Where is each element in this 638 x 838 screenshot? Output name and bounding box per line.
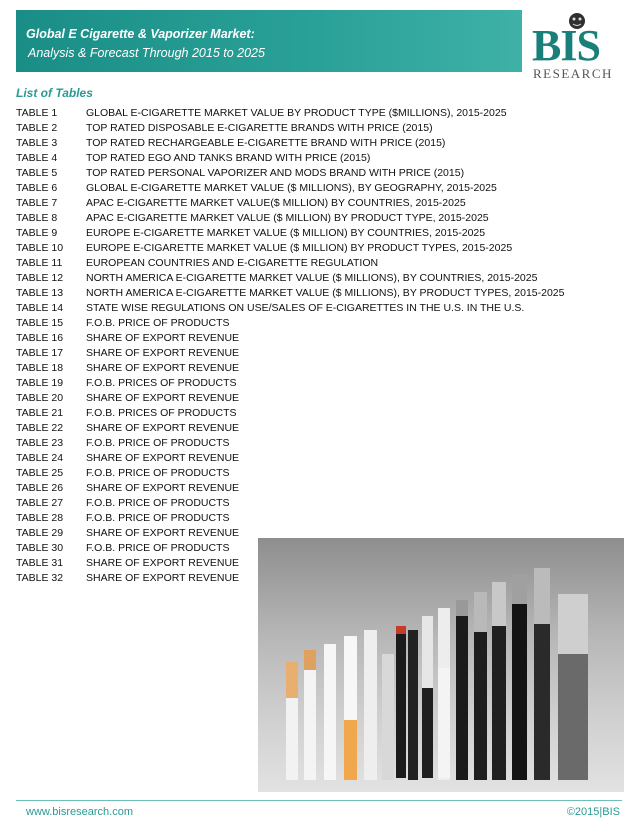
table-row: [16, 406, 616, 421]
table-number: TABLE 4: [16, 152, 58, 164]
table-row: [16, 421, 616, 436]
table-title: GLOBAL E-CIGARETTE MARKET VALUE ($ MILLIONS), BY GEOGRAPHY, 2015-2025: [86, 182, 497, 194]
table-title: F.O.B. PRICE OF PRODUCTS: [86, 542, 230, 554]
table-row: [16, 256, 616, 271]
logo-subtext: RESEARCH: [533, 66, 613, 81]
table-title: EUROPE E-CIGARETTE MARKET VALUE ($ MILLION) BY COUNTRIES, 2015-2025: [86, 227, 486, 239]
table-title: SHARE OF EXPORT REVENUE: [86, 557, 240, 569]
e-cigarette-photo: [258, 538, 624, 792]
table-number: TABLE 13: [16, 287, 64, 299]
table-number: TABLE 21: [16, 407, 64, 419]
table-row: [16, 136, 616, 151]
table-title: SHARE OF EXPORT REVENUE: [86, 482, 240, 494]
table-title: SHARE OF EXPORT REVENUE: [86, 347, 240, 359]
table-row: [16, 241, 616, 256]
table-number: TABLE 23: [16, 437, 64, 449]
table-title: SHARE OF EXPORT REVENUE: [86, 422, 240, 434]
table-number: TABLE 12: [16, 272, 64, 284]
table-row: [16, 121, 616, 136]
table-number: TABLE 31: [16, 557, 64, 569]
table-title: F.O.B. PRICES OF PRODUCTS: [86, 377, 237, 389]
table-number: TABLE 28: [16, 512, 64, 524]
table-title: EUROPE E-CIGARETTE MARKET VALUE ($ MILLION) BY PRODUCT TYPES, 2015-2025: [86, 242, 513, 254]
table-number: TABLE 9: [16, 227, 58, 239]
table-row: [16, 181, 616, 196]
table-number: TABLE 1: [16, 107, 58, 119]
table-title: F.O.B. PRICE OF PRODUCTS: [86, 317, 230, 329]
table-number: TABLE 11: [16, 257, 63, 269]
table-title: SHARE OF EXPORT REVENUE: [86, 527, 240, 539]
report-subtitle: Analysis & Forecast Through 2015 to 2025: [28, 46, 265, 60]
table-number: TABLE 16: [16, 332, 64, 344]
table-row: [16, 436, 616, 451]
table-row: [16, 496, 616, 511]
table-number: TABLE 7: [16, 197, 58, 209]
logo-wordmark: BIS: [532, 21, 600, 70]
table-title: TOP RATED EGO AND TANKS BRAND WITH PRICE (2015): [86, 152, 371, 164]
footer-copyright: ©2015|BIS: [566, 806, 620, 818]
table-number: TABLE 30: [16, 542, 64, 554]
table-row: [16, 361, 616, 376]
table-row: [16, 331, 616, 346]
report-title: Global E Cigarette & Vaporizer Market:: [26, 27, 255, 41]
table-title: F.O.B. PRICE OF PRODUCTS: [86, 437, 230, 449]
table-row: [16, 466, 616, 481]
table-row: [16, 301, 616, 316]
table-number: TABLE 24: [16, 452, 64, 464]
tables-list: [16, 106, 616, 586]
table-row: [16, 451, 616, 466]
table-number: TABLE 14: [16, 302, 64, 314]
table-number: TABLE 25: [16, 467, 64, 479]
table-row: [16, 106, 616, 121]
footer-website: www.bisresearch.com: [26, 806, 133, 818]
bis-research-logo: [524, 10, 624, 82]
table-number: TABLE 3: [16, 137, 58, 149]
table-number: TABLE 20: [16, 392, 64, 404]
table-title: SHARE OF EXPORT REVENUE: [86, 362, 240, 374]
list-of-tables-heading: List of Tables: [16, 86, 93, 100]
table-title: F.O.B. PRICE OF PRODUCTS: [86, 512, 230, 524]
table-row: [16, 271, 616, 286]
table-row: [16, 376, 616, 391]
table-number: TABLE 19: [16, 377, 64, 389]
table-number: TABLE 8: [16, 212, 58, 224]
table-title: APAC E-CIGARETTE MARKET VALUE($ MILLION) BY COUNTRIES, 2015-2025: [86, 197, 466, 209]
table-title: TOP RATED RECHARGEABLE E-CIGARETTE BRAND WITH PRICE (2015): [86, 137, 446, 149]
table-row: [16, 286, 616, 301]
table-row: [16, 346, 616, 361]
table-title: TOP RATED DISPOSABLE E-CIGARETTE BRANDS WITH PRICE (2015): [86, 122, 433, 134]
table-title: APAC E-CIGARETTE MARKET VALUE ($ MILLION) BY PRODUCT TYPE, 2015-2025: [86, 212, 489, 224]
table-title: SHARE OF EXPORT REVENUE: [86, 392, 240, 404]
table-row: [16, 211, 616, 226]
table-title: SHARE OF EXPORT REVENUE: [86, 332, 240, 344]
table-title: SHARE OF EXPORT REVENUE: [86, 572, 240, 584]
footer-divider: [16, 800, 622, 801]
table-title: F.O.B. PRICE OF PRODUCTS: [86, 497, 230, 509]
table-row: [16, 226, 616, 241]
table-title: F.O.B. PRICES OF PRODUCTS: [86, 407, 237, 419]
table-number: TABLE 17: [16, 347, 64, 359]
table-number: TABLE 32: [16, 572, 64, 584]
table-row: [16, 316, 616, 331]
e-cigarettes-illustration: [258, 538, 624, 792]
table-number: TABLE 18: [16, 362, 64, 374]
table-row: [16, 391, 616, 406]
table-title: NORTH AMERICA E-CIGARETTE MARKET VALUE ($ MILLIONS), BY PRODUCT TYPES, 2015-2025: [86, 287, 565, 299]
table-number: TABLE 5: [16, 167, 58, 179]
table-title: EUROPEAN COUNTRIES AND E-CIGARETTE REGULATION: [86, 257, 379, 269]
table-number: TABLE 2: [16, 122, 58, 134]
table-number: TABLE 22: [16, 422, 64, 434]
table-number: TABLE 6: [16, 182, 58, 194]
table-number: TABLE 10: [16, 242, 64, 254]
table-title: STATE WISE REGULATIONS ON USE/SALES OF E-CIGARETTES IN THE U.S. IN THE U.S.: [86, 302, 525, 314]
table-number: TABLE 29: [16, 527, 64, 539]
table-title: GLOBAL E-CIGARETTE MARKET VALUE BY PRODUCT TYPE ($MILLIONS), 2015-2025: [86, 107, 507, 119]
table-number: TABLE 27: [16, 497, 64, 509]
table-row: [16, 196, 616, 211]
table-number: TABLE 26: [16, 482, 64, 494]
table-row: [16, 166, 616, 181]
header-banner: [16, 10, 522, 72]
table-row: [16, 481, 616, 496]
table-title: NORTH AMERICA E-CIGARETTE MARKET VALUE ($ MILLIONS), BY COUNTRIES, 2015-2025: [86, 272, 538, 284]
table-row: [16, 511, 616, 526]
table-title: SHARE OF EXPORT REVENUE: [86, 452, 240, 464]
table-title: F.O.B. PRICE OF PRODUCTS: [86, 467, 230, 479]
table-number: TABLE 15: [16, 317, 64, 329]
table-row: [16, 151, 616, 166]
table-title: TOP RATED PERSONAL VAPORIZER AND MODS BRAND WITH PRICE (2015): [86, 167, 465, 179]
